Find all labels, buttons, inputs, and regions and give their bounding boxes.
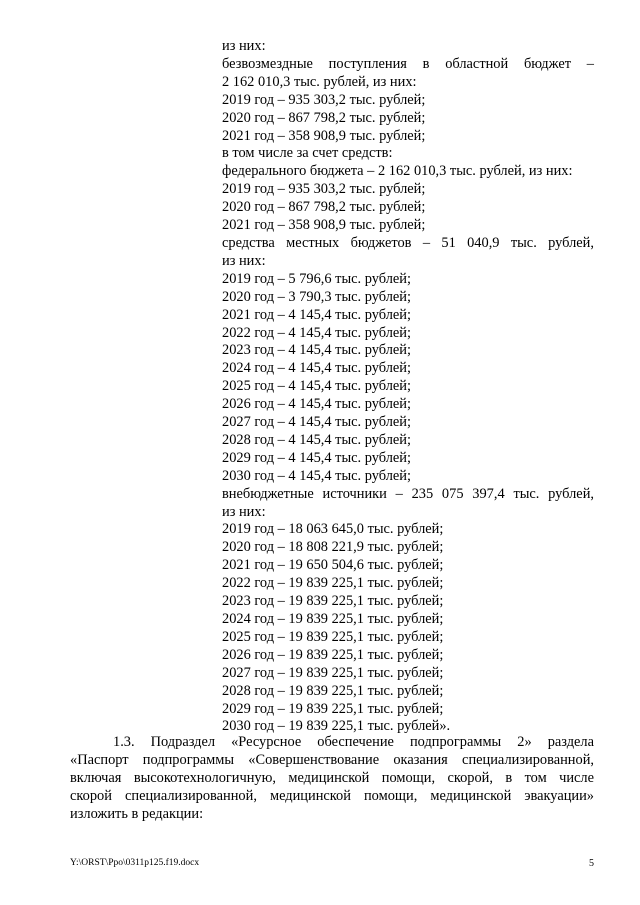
text-line: в том числе за счет средств: xyxy=(222,145,393,162)
text-line: 2019 год – 18 063 645,0 тыс. рублей; xyxy=(222,521,444,538)
text-line: 2020 год – 867 798,2 тыс. рублей; xyxy=(222,109,426,126)
text-line: 2023 год – 19 839 225,1 тыс. рублей; xyxy=(222,593,444,610)
text-line: 2020 год – 867 798,2 тыс. рублей; xyxy=(222,199,426,216)
text-line: 2 162 010,3 тыс. рублей, из них: xyxy=(222,73,417,90)
text-line: средства местных бюджетов – 51 040,9 тыс. рублей, xyxy=(222,234,594,251)
text-line: из них: xyxy=(222,503,266,520)
text-line: 2025 год – 19 839 225,1 тыс. рублей; xyxy=(222,628,444,645)
text-line: 2029 год – 4 145,4 тыс. рублей; xyxy=(222,449,411,466)
paragraph-line: изложить в редакции: xyxy=(70,805,204,822)
page-number: 5 xyxy=(589,858,594,869)
text-line: 2019 год – 935 303,2 тыс. рублей; xyxy=(222,181,426,198)
text-line: из них: xyxy=(222,252,266,269)
text-line: 2025 год – 4 145,4 тыс. рублей; xyxy=(222,378,411,395)
text-line: 2026 год – 4 145,4 тыс. рублей; xyxy=(222,396,411,413)
text-line: федерального бюджета – 2 162 010,3 тыс. рублей, из них: xyxy=(222,163,573,180)
text-line: 2029 год – 19 839 225,1 тыс. рублей; xyxy=(222,700,444,717)
text-line: 2030 год – 4 145,4 тыс. рублей; xyxy=(222,467,411,484)
text-line: 2024 год – 4 145,4 тыс. рублей; xyxy=(222,360,411,377)
text-line: 2027 год – 19 839 225,1 тыс. рублей; xyxy=(222,664,444,681)
text-line: 2019 год – 935 303,2 тыс. рублей; xyxy=(222,91,426,108)
text-line: 2020 год – 3 790,3 тыс. рублей; xyxy=(222,288,411,305)
footer-file-path: Y:\ORST\Ppo\0311p125.f19.docx xyxy=(70,858,200,868)
text-line: 2026 год – 19 839 225,1 тыс. рублей; xyxy=(222,646,444,663)
text-line: безвозмездные поступления в областной бюджет – xyxy=(222,55,594,72)
text-line: 2024 год – 19 839 225,1 тыс. рублей; xyxy=(222,611,444,627)
paragraph-line: включая высокотехнологичную, медицинской помощи, скорой, в том числе xyxy=(70,769,594,786)
text-line: 2022 год – 4 145,4 тыс. рублей; xyxy=(222,324,411,341)
text-line: 2021 год – 19 650 504,6 тыс. рублей; xyxy=(222,557,444,574)
paragraph-line: «Паспорт подпрограммы «Совершенствование оказания специализированной, xyxy=(70,751,594,768)
funding-column xyxy=(222,38,594,736)
text-line: из них: xyxy=(222,38,266,54)
text-line: 2028 год – 19 839 225,1 тыс. рублей; xyxy=(222,682,444,699)
text-line: 2021 год – 358 908,9 тыс. рублей; xyxy=(222,217,426,234)
text-line: 2028 год – 4 145,4 тыс. рублей; xyxy=(222,431,411,448)
paragraph-line: скорой специализированной, медицинской помощи, медицинской эвакуации» xyxy=(70,787,594,804)
text-line: 2021 год – 358 908,9 тыс. рублей; xyxy=(222,127,426,144)
text-line: 2030 год – 19 839 225,1 тыс. рублей». xyxy=(222,718,451,735)
text-line: 2023 год – 4 145,4 тыс. рублей; xyxy=(222,342,411,359)
text-line: 2021 год – 4 145,4 тыс. рублей; xyxy=(222,306,411,323)
text-line: 2019 год – 5 796,6 тыс. рублей; xyxy=(222,270,411,287)
text-line: внебюджетные источники – 235 075 397,4 тыс. рублей, xyxy=(222,485,594,502)
paragraph-line: 1.3. Подраздел «Ресурсное обеспечение подпрограммы 2» раздела xyxy=(113,734,594,750)
text-line: 2020 год – 18 808 221,9 тыс. рублей; xyxy=(222,539,444,556)
text-line: 2027 год – 4 145,4 тыс. рублей; xyxy=(222,414,411,431)
text-line: 2022 год – 19 839 225,1 тыс. рублей; xyxy=(222,575,444,592)
section-paragraph xyxy=(70,734,594,824)
